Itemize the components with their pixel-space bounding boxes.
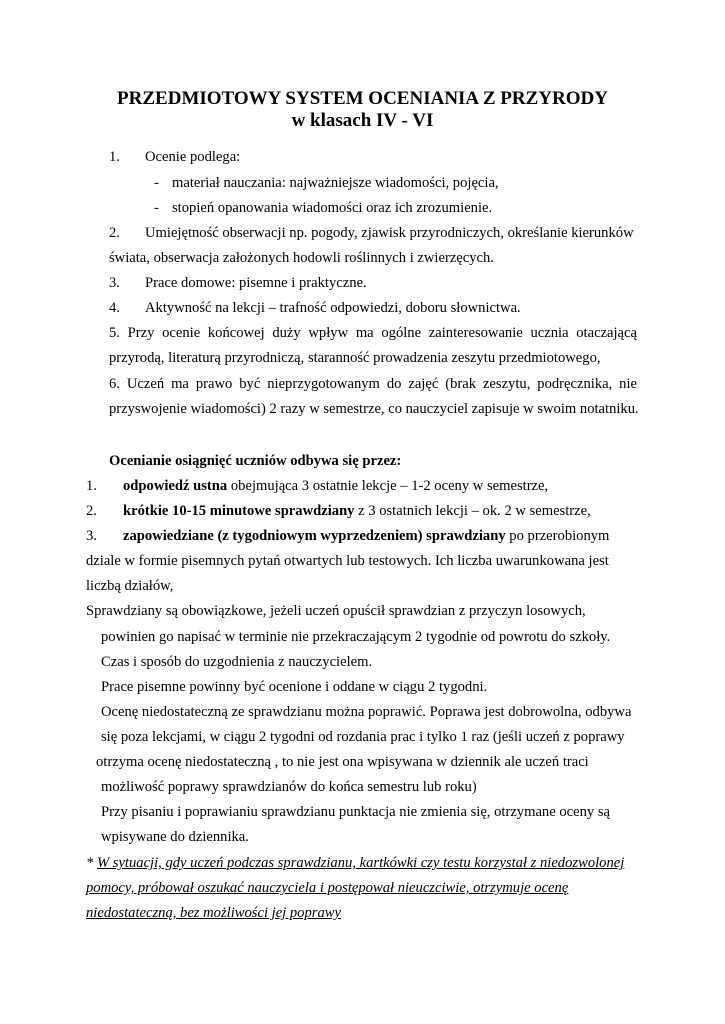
bullet-dash: - <box>154 175 159 191</box>
list-item <box>86 476 548 496</box>
bullet-dash: - <box>154 200 159 216</box>
paragraph-line: otrzyma ocenę niedostateczną , to nie jest ona wpisywana w dziennik ale uczeń traci <box>96 754 589 770</box>
item-text: Prace domowe: pisemne i praktyczne. <box>145 275 367 291</box>
list-item <box>109 298 521 318</box>
list-item <box>109 323 637 343</box>
item-number: 4. <box>109 300 120 316</box>
paragraph-line: Prace pisemne powinny być ocenione i oddane w ciągu 2 tygodni. <box>101 679 488 695</box>
item-bold-text: krótkie 10-15 minutowe sprawdziany <box>123 503 355 519</box>
footnote-star: * <box>86 855 97 871</box>
item-text: po przerobionym <box>505 528 610 544</box>
item-text: Ocenie podlega: <box>145 149 241 165</box>
item-continuation: świata, obserwacja założonych hodowli roślinnych i zwierzęcych. <box>109 250 494 266</box>
item-text: stopień opanowania wiadomości oraz ich zrozumienie. <box>172 200 493 216</box>
item-text: Umiejętność obserwacji np. pogody, zjawisk przyrodniczych, określanie kierunków <box>145 225 634 241</box>
item-continuation: przyrodą, literaturą przyrodniczą, staranność prowadzenia zeszytu przedmiotowego, <box>109 350 601 366</box>
footnote-line: niedostateczną, bez możliwości jej poprawy <box>86 905 341 921</box>
item-text: Uczeń ma prawo być nieprzygotowanym do zajęć (brak zeszytu, podręcznika, nie <box>126 376 637 392</box>
list-item <box>109 273 367 293</box>
paragraph-line: się poza lekcjami, w ciągu 2 tygodni od rozdania prac i tylko 1 raz (jeśli uczeń z poprawy <box>101 729 625 745</box>
list-item <box>86 526 609 546</box>
item-text: Aktywność na lekcji – trafność odpowiedzi, doboru słownictwa. <box>145 300 521 316</box>
footnote-line: W sytuacji, gdy uczeń podczas sprawdzianu, kartkówki czy testu korzystał z niedozwolonej <box>96 855 625 871</box>
paragraph-line: powinien go napisać w terminie nie przekraczającym 2 tygodnie od powrotu do szkoły. <box>101 629 611 645</box>
item-number: 3. <box>86 528 97 544</box>
footnote-line: pomocy, próbował oszukać nauczyciela i postępował nieuczciwie, otrzymuje ocenę <box>86 880 569 896</box>
item-number: 6. <box>109 376 120 392</box>
section-heading: Ocenianie osiągnięć uczniów odbywa się przez: <box>109 453 402 469</box>
item-bold-text: odpowiedź ustna <box>123 478 228 494</box>
item-number: 5. <box>109 325 120 341</box>
item-text: materiał nauczania: najważniejsze wiadomości, pojęcia, <box>172 175 499 191</box>
item-text: obejmująca 3 ostatnie lekcje – 1-2 oceny w semestrze, <box>227 478 549 494</box>
item-number: 3. <box>109 275 120 291</box>
paragraph-line: Ocenę niedostateczną ze sprawdzianu można poprawić. Poprawa jest dobrowolna, odbywa <box>101 704 632 720</box>
paragraph-line: Przy pisaniu i poprawianiu sprawdzianu punktacja nie zmienia się, otrzymane oceny są <box>101 804 610 820</box>
list-item <box>86 501 591 521</box>
item-number: 1. <box>86 478 97 494</box>
list-item <box>109 374 637 394</box>
paragraph-line: możliwość poprawy sprawdzianów do końca semestru lub roku) <box>101 779 477 795</box>
list-item <box>109 223 634 243</box>
item-number: 1. <box>109 149 120 165</box>
item-bold-text: zapowiedziane (z tygodniowym wyprzedzeniem) sprawdziany <box>123 528 506 544</box>
item-text: z 3 ostatnich lekcji – ok. 2 w semestrze, <box>354 503 591 519</box>
item-continuation: dziale w formie pisemnych pytań otwartych lub testowych. Ich liczba uwarunkowana jest <box>86 553 609 569</box>
document-title: PRZEDMIOTOWY SYSTEM OCENIANIA Z PRZYRODY <box>117 88 608 109</box>
item-continuation: liczbą działów, <box>86 578 174 594</box>
item-text: Przy ocenie końcowej duży wpływ ma ogólne zainteresowanie ucznia otaczającą <box>127 325 637 341</box>
paragraph-line: Sprawdziany są obowiązkowe, jeżeli uczeń opuścił sprawdzian z przyczyn losowych, <box>86 603 586 619</box>
item-number: 2. <box>109 225 120 241</box>
paragraph-line: Czas i sposób do uzgodnienia z nauczycielem. <box>101 654 373 670</box>
document-subtitle: w klasach IV - VI <box>291 110 434 131</box>
item-continuation: przyswojenie wiadomości) 2 razy w semestrze, co nauczyciel zapisuje w swoim notatniku. <box>109 401 639 417</box>
list-item <box>154 173 499 193</box>
list-item <box>109 147 240 167</box>
footnote <box>86 853 624 873</box>
paragraph-line: wpisywane do dziennika. <box>101 829 249 845</box>
list-item <box>154 198 492 218</box>
item-number: 2. <box>86 503 97 519</box>
